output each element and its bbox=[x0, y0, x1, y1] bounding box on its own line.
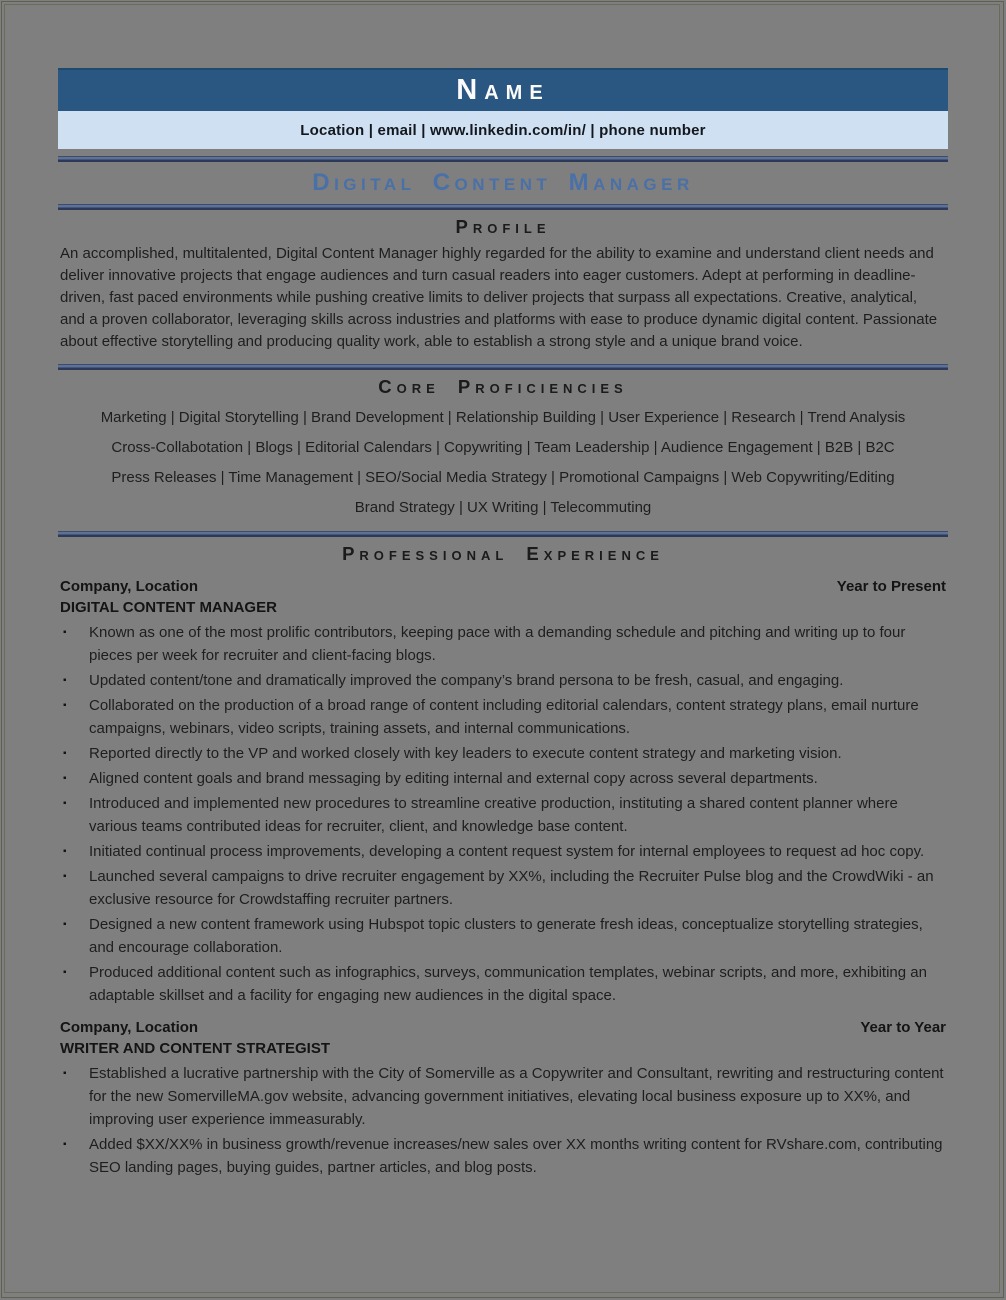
bullet-text: Launched several campaigns to drive recruiter engagement by XX%, including the Recruiter Pulse blog and the CrowdWiki - an exclusive resource for Crowdstaffing recruiter partners. bbox=[89, 868, 934, 908]
square-bullet-icon: ▪ bbox=[63, 773, 67, 784]
bullet-text: Updated content/tone and dramatically improved the company’s brand persona to be fresh, casual, and engaging. bbox=[89, 672, 844, 689]
bullet-text: Reported directly to the VP and worked closely with key leaders to execute content strategy and marketing vision. bbox=[89, 745, 842, 762]
square-bullet-icon: ▪ bbox=[63, 798, 67, 809]
bullet-text: Collaborated on the production of a broad range of content including editorial calendars, content strategy plans, email nurture campaigns, webinars, video scripts, training assets, and internal communications. bbox=[89, 697, 919, 737]
bullet-text: Aligned content goals and brand messaging by editing internal and external copy across several departments. bbox=[89, 770, 818, 787]
contact-info: Location | email | www.linkedin.com/in/ | phone number bbox=[300, 121, 706, 139]
job-header-row bbox=[58, 1018, 948, 1038]
section-divider bbox=[58, 204, 948, 210]
section-heading-profile: Profile bbox=[455, 216, 551, 237]
job-title: WRITER AND CONTENT STRATEGIST bbox=[60, 1040, 330, 1057]
square-bullet-icon: ▪ bbox=[63, 1139, 67, 1150]
company-location: Company, Location bbox=[60, 1019, 199, 1036]
bullet-item bbox=[58, 865, 948, 911]
bullet-list bbox=[58, 1062, 948, 1179]
square-bullet-icon: ▪ bbox=[63, 748, 67, 759]
bullet-text: Added $XX/XX% in business growth/revenue increases/new sales over XX months writing content for RVshare.com, contributing SEO landing pages, buying guides, partner articles, and blog posts. bbox=[89, 1136, 943, 1176]
resume-document bbox=[58, 68, 948, 1181]
bullet-item bbox=[58, 621, 948, 667]
bullet-item bbox=[58, 694, 948, 740]
section-divider bbox=[58, 156, 948, 162]
job-dates: Year to Year bbox=[860, 1019, 946, 1036]
bullet-item bbox=[58, 742, 948, 765]
bullet-text: Established a lucrative partnership with the City of Somerville as a Copywriter and Consultant, rewriting and restructuring content for the new SomervilleMA.gov website, advancing government initiatives, elevating local business exposure up to XX%, and improving user experience immeasurably. bbox=[89, 1065, 944, 1128]
company-location: Company, Location bbox=[60, 578, 199, 595]
job-entry bbox=[58, 577, 948, 1007]
name-banner bbox=[58, 68, 948, 111]
section-heading-professional-experience: Professional Experience bbox=[342, 543, 664, 564]
square-bullet-icon: ▪ bbox=[63, 675, 67, 686]
document-title: Digital Content Manager bbox=[312, 169, 694, 196]
job-dates: Year to Present bbox=[836, 578, 946, 595]
square-bullet-icon: ▪ bbox=[63, 871, 67, 882]
bullet-item bbox=[58, 792, 948, 838]
square-bullet-icon: ▪ bbox=[63, 846, 67, 857]
bullet-item bbox=[58, 961, 948, 1007]
bullet-list bbox=[58, 621, 948, 1007]
square-bullet-icon: ▪ bbox=[63, 700, 67, 711]
job-entry bbox=[58, 1018, 948, 1179]
bullet-item bbox=[58, 669, 948, 692]
proficiency-line: Press Releases | Time Management | SEO/Social Media Strategy | Promotional Campaigns | Web Copywriting/Editing bbox=[111, 469, 895, 486]
job-header-row bbox=[58, 577, 948, 597]
bullet-item bbox=[58, 840, 948, 863]
square-bullet-icon: ▪ bbox=[63, 1068, 67, 1079]
square-bullet-icon: ▪ bbox=[63, 967, 67, 978]
profile-paragraph: An accomplished, multitalented, Digital Content Manager highly regarded for the ability to examine and understand client needs and deliver innovative projects that engage audiences and turn casual readers into eager customers. Adept at performing in deadline-driven, fast paced environments while pushing creative limits to deliver projects that surpass all expectations. Creative, analytical, and a proven collaborator, leveraging skills across industries and platforms with ease to produce dynamic digital content. Passionate about effective storytelling and producing quality work, able to establish a strong style and a unique brand voice. bbox=[60, 245, 938, 350]
job-title: DIGITAL CONTENT MANAGER bbox=[60, 599, 277, 616]
bullet-text: Produced additional content such as infographics, surveys, communication templates, webinar scripts, and more, exhibiting an adaptable skillset and a facility for engaging new audiences in the digital space. bbox=[89, 964, 927, 1004]
bullet-item bbox=[58, 1062, 948, 1131]
proficiencies-list bbox=[58, 403, 948, 523]
bullet-text: Initiated continual process improvements, developing a content request system for internal employees to request ad hoc copy. bbox=[89, 843, 925, 860]
bullet-text: Known as one of the most prolific contributors, keeping pace with a demanding schedule and pitching and writing up to four pieces per week for recruiter and client-facing blogs. bbox=[89, 624, 906, 664]
proficiency-line: Brand Strategy | UX Writing | Telecommuting bbox=[354, 499, 652, 516]
bullet-item bbox=[58, 913, 948, 959]
experience-section bbox=[58, 577, 948, 1179]
square-bullet-icon: ▪ bbox=[63, 627, 67, 638]
proficiency-line: Marketing | Digital Storytelling | Brand Development | Relationship Building | User Experience | Research | Trend Analysis bbox=[100, 409, 906, 426]
section-heading-core-proficiencies: Core Proficiencies bbox=[378, 376, 628, 397]
bullet-item bbox=[58, 1133, 948, 1179]
bullet-item bbox=[58, 767, 948, 790]
contact-bar bbox=[58, 111, 948, 149]
bullet-text: Designed a new content framework using Hubspot topic clusters to generate fresh ideas, conceptualize storytelling strategies, and encourage collaboration. bbox=[89, 916, 923, 956]
square-bullet-icon: ▪ bbox=[63, 919, 67, 930]
proficiency-line: Cross-Collabotation | Blogs | Editorial Calendars | Copywriting | Team Leadership | Audience Engagement | B2B | B2C bbox=[111, 439, 895, 456]
bullet-text: Introduced and implemented new procedures to streamline creative production, instituting a shared content planner where various teams contributed ideas for recruiter, client, and knowledge base content. bbox=[89, 795, 898, 835]
section-divider bbox=[58, 364, 948, 370]
candidate-name: Name bbox=[456, 74, 550, 106]
section-divider bbox=[58, 531, 948, 537]
